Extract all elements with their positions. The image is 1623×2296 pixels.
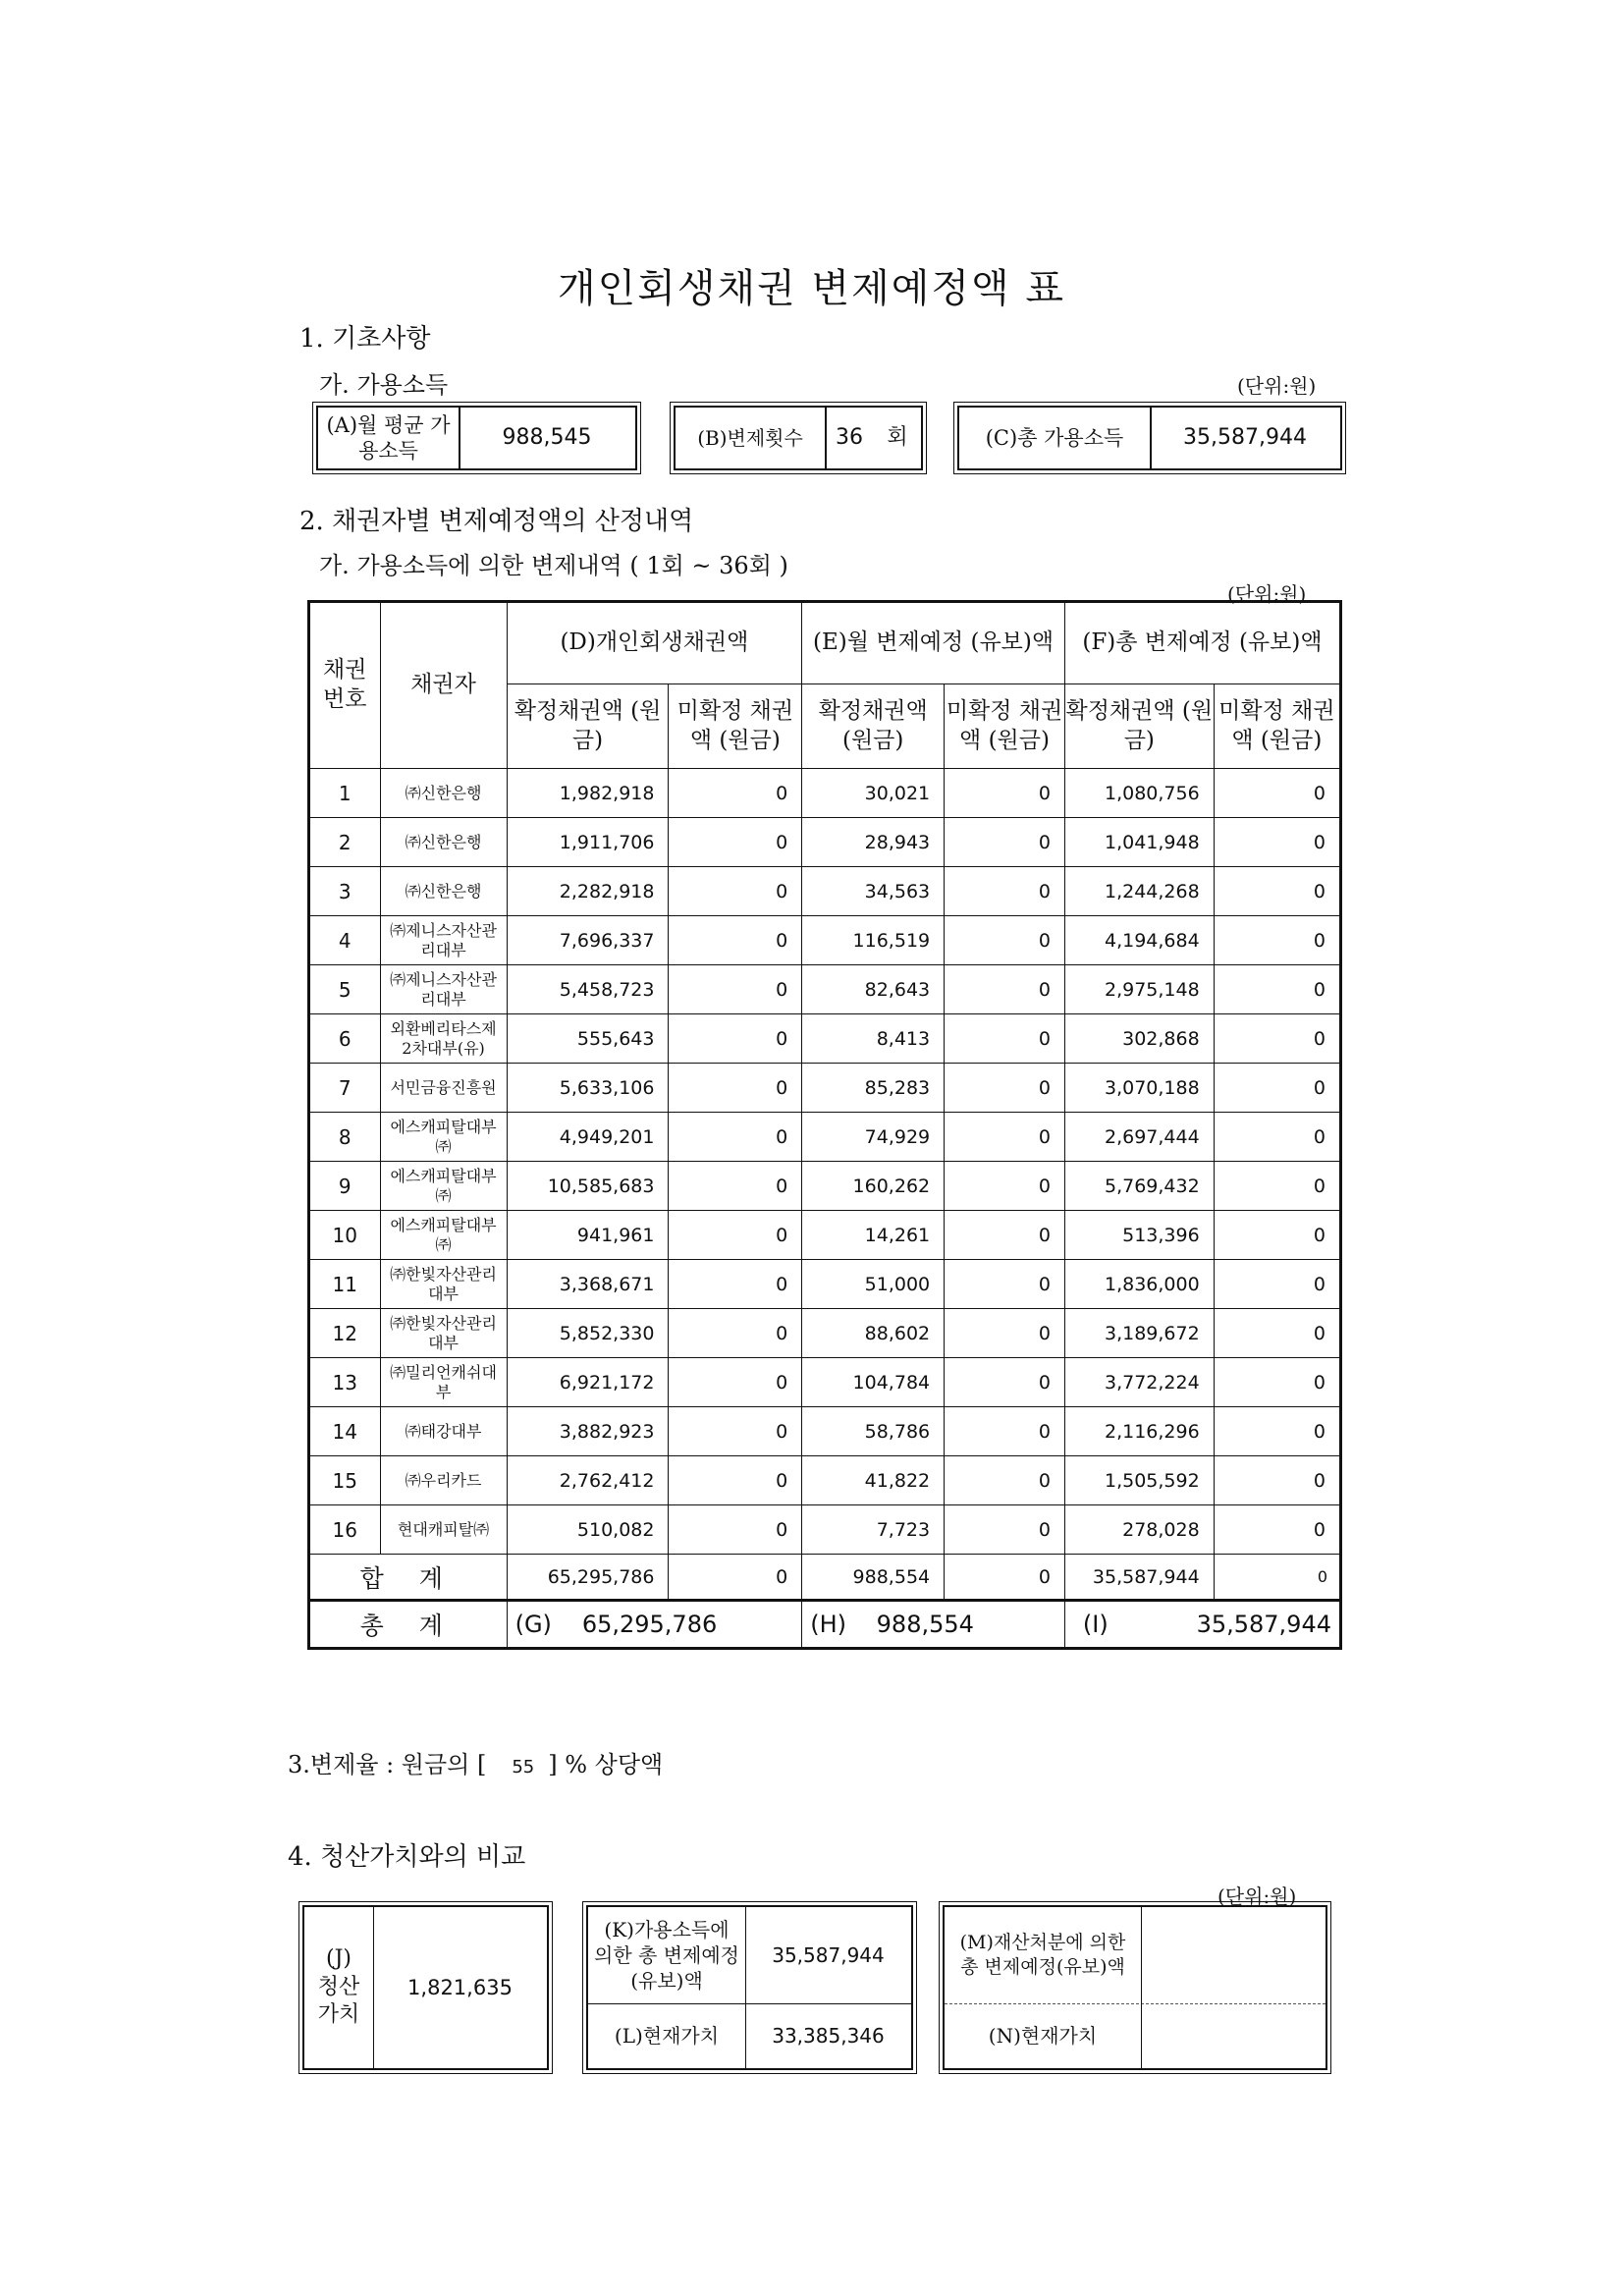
sum-e1: 988,554 (802, 1555, 945, 1601)
box-kl (586, 1905, 913, 2070)
a-label: (A)월 평균 가용소득 (326, 412, 451, 463)
header-d-unconfirmed: 미확정 채권액 (원금) (669, 684, 802, 769)
row-f1: 302,868 (1064, 1014, 1214, 1064)
row-e1: 74,929 (802, 1113, 945, 1162)
row-no: 4 (309, 916, 381, 965)
table-row (309, 965, 1341, 1014)
row-e2: 0 (945, 1162, 1065, 1211)
row-f2: 0 (1214, 1211, 1340, 1260)
header-d: (D)개인회생채권액 (507, 602, 802, 684)
row-d2: 0 (669, 1456, 802, 1505)
header-no: 채권 번호 (309, 602, 381, 769)
table-row (309, 1358, 1341, 1407)
row-f2: 0 (1214, 1162, 1340, 1211)
sum-label: 합 계 (309, 1555, 508, 1601)
row-d1: 5,852,330 (507, 1309, 669, 1358)
row-no: 12 (309, 1309, 381, 1358)
total-h (802, 1601, 1065, 1649)
box-b (674, 406, 923, 470)
row-d2: 0 (669, 769, 802, 818)
row-e1: 51,000 (802, 1260, 945, 1309)
row-f2: 0 (1214, 1064, 1340, 1113)
row-creditor: ㈜우리카드 (380, 1456, 507, 1505)
row-no: 10 (309, 1211, 381, 1260)
section4-unit: (단위:원) (1217, 1885, 1297, 1908)
row-e2: 0 (945, 1505, 1065, 1555)
row-creditor: ㈜신한은행 (380, 818, 507, 867)
k-value: 35,587,944 (772, 1942, 885, 1967)
row-e1: 7,723 (802, 1505, 945, 1555)
row-e2: 0 (945, 1211, 1065, 1260)
table-row (309, 1113, 1341, 1162)
row-no: 9 (309, 1162, 381, 1211)
row-d2: 0 (669, 1260, 802, 1309)
c-label: (C)총 가용소득 (985, 425, 1124, 450)
row-e2: 0 (945, 1358, 1065, 1407)
row-no: 2 (309, 818, 381, 867)
row-no: 5 (309, 965, 381, 1014)
m-label: (M)재산처분에 의한 총 변제예정(유보)액 (959, 1932, 1126, 1978)
row-e1: 58,786 (802, 1407, 945, 1456)
row-f2: 0 (1214, 1014, 1340, 1064)
row-e2: 0 (945, 818, 1065, 867)
header-e-confirmed: 확정채권액 (원금) (802, 684, 945, 769)
section1-heading: 1. 기초사항 (299, 324, 431, 354)
rate-prefix: 3.변제율 : 원금의 [ (288, 1751, 487, 1778)
row-e1: 28,943 (802, 818, 945, 867)
header-creditor: 채권자 (380, 602, 507, 769)
box-mn (943, 1905, 1327, 2070)
row-d1: 6,921,172 (507, 1358, 669, 1407)
row-no: 6 (309, 1014, 381, 1064)
row-d1: 941,961 (507, 1211, 669, 1260)
row-f1: 2,975,148 (1064, 965, 1214, 1014)
row-e2: 0 (945, 1014, 1065, 1064)
row-e1: 160,262 (802, 1162, 945, 1211)
row-e1: 14,261 (802, 1211, 945, 1260)
b-label: (B)변제횟수 (697, 425, 803, 450)
row-d2: 0 (669, 1162, 802, 1211)
row-e2: 0 (945, 965, 1065, 1014)
table-row (309, 1260, 1341, 1309)
row-d2: 0 (669, 1064, 802, 1113)
row-d1: 2,762,412 (507, 1456, 669, 1505)
b-value: 36 (836, 425, 863, 451)
table-row (309, 916, 1341, 965)
header-f-unconfirmed: 미확정 채권액 (원금) (1214, 684, 1340, 769)
row-e2: 0 (945, 1407, 1065, 1456)
sum-f2: 0 (1214, 1555, 1340, 1601)
table-row (309, 1309, 1341, 1358)
row-f1: 1,041,948 (1064, 818, 1214, 867)
row-d2: 0 (669, 1407, 802, 1456)
page-title: 개인회생채권 변제예정액 표 (557, 266, 1066, 311)
total-g (507, 1601, 802, 1649)
row-f2: 0 (1214, 916, 1340, 965)
row-d2: 0 (669, 818, 802, 867)
row-d1: 2,282,918 (507, 867, 669, 916)
row-d1: 1,982,918 (507, 769, 669, 818)
row-e1: 116,519 (802, 916, 945, 965)
table-row (309, 769, 1341, 818)
row-d1: 510,082 (507, 1505, 669, 1555)
row-d1: 4,949,201 (507, 1113, 669, 1162)
h-value: 988,554 (876, 1611, 974, 1638)
row-d1: 3,882,923 (507, 1407, 669, 1456)
j-label: (J) 청산 가치 (317, 1946, 360, 2028)
repayment-rate (288, 1745, 663, 1779)
a-value: 988,545 (502, 425, 592, 451)
g-label: (G) (514, 1611, 552, 1638)
row-d1: 1,911,706 (507, 818, 669, 867)
sum-f1: 35,587,944 (1064, 1555, 1214, 1601)
box-c (957, 406, 1342, 470)
row-f1: 3,189,672 (1064, 1309, 1214, 1358)
row-f1: 4,194,684 (1064, 916, 1214, 965)
row-e2: 0 (945, 1309, 1065, 1358)
g-value: 65,295,786 (581, 1611, 718, 1638)
row-d2: 0 (669, 1014, 802, 1064)
row-no: 11 (309, 1260, 381, 1309)
row-e1: 82,643 (802, 965, 945, 1014)
row-creditor: ㈜태강대부 (380, 1407, 507, 1456)
row-f2: 0 (1214, 1505, 1340, 1555)
table-row (309, 867, 1341, 916)
j-value: 1,821,635 (407, 1975, 513, 1999)
row-no: 15 (309, 1456, 381, 1505)
row-f2: 0 (1214, 1456, 1340, 1505)
row-f2: 0 (1214, 818, 1340, 867)
row-creditor: ㈜제니스자산관리대부 (380, 965, 507, 1014)
row-d2: 0 (669, 916, 802, 965)
row-e1: 34,563 (802, 867, 945, 916)
box-j (302, 1905, 549, 2070)
row-d2: 0 (669, 1309, 802, 1358)
row-e2: 0 (945, 1260, 1065, 1309)
row-f1: 2,116,296 (1064, 1407, 1214, 1456)
table-row (309, 818, 1341, 867)
section2-sub: 가. 가용소득에 의한 변제내역 ( 1회 ~ 36회 ) (319, 552, 788, 579)
row-e2: 0 (945, 769, 1065, 818)
total-label: 총 계 (309, 1601, 508, 1649)
row-no: 16 (309, 1505, 381, 1555)
c-value: 35,587,944 (1183, 425, 1307, 451)
row-d2: 0 (669, 1358, 802, 1407)
row-e2: 0 (945, 1064, 1065, 1113)
row-f1: 278,028 (1064, 1505, 1214, 1555)
total-i (1064, 1601, 1340, 1649)
section1-sub: 가. 가용소득 (319, 371, 449, 399)
row-e1: 88,602 (802, 1309, 945, 1358)
row-e1: 41,822 (802, 1456, 945, 1505)
row-d1: 3,368,671 (507, 1260, 669, 1309)
row-creditor: 외환베리타스제2차대부(유) (380, 1014, 507, 1064)
row-d2: 0 (669, 1505, 802, 1555)
row-d2: 0 (669, 965, 802, 1014)
row-creditor: ㈜신한은행 (380, 867, 507, 916)
section2-heading: 2. 채권자별 변제예정액의 산정내역 (299, 507, 694, 536)
table-row (309, 1505, 1341, 1555)
header-f: (F)총 변제예정 (유보)액 (1064, 602, 1340, 684)
row-creditor: ㈜한빛자산관리대부 (380, 1309, 507, 1358)
l-label: (L)현재가치 (614, 2024, 720, 2048)
row-e1: 104,784 (802, 1358, 945, 1407)
table-row (309, 1162, 1341, 1211)
row-f1: 1,244,268 (1064, 867, 1214, 916)
row-d1: 10,585,683 (507, 1162, 669, 1211)
row-creditor: 에스캐피탈대부㈜ (380, 1162, 507, 1211)
header-d-confirmed: 확정채권액 (원금) (507, 684, 669, 769)
row-f2: 0 (1214, 1358, 1340, 1407)
h-label: (H) (810, 1611, 847, 1638)
n-label: (N)현재가치 (988, 2024, 1098, 2048)
row-creditor: ㈜신한은행 (380, 769, 507, 818)
row-f2: 0 (1214, 1113, 1340, 1162)
row-d2: 0 (669, 1113, 802, 1162)
row-d2: 0 (669, 1211, 802, 1260)
l-value: 33,385,346 (772, 2023, 885, 2048)
row-creditor: ㈜한빛자산관리대부 (380, 1260, 507, 1309)
section1-unit: (단위:원) (1237, 374, 1317, 398)
row-e2: 0 (945, 1456, 1065, 1505)
section4-heading: 4. 청산가치와의 비교 (288, 1842, 526, 1872)
header-e: (E)월 변제예정 (유보)액 (802, 602, 1065, 684)
row-f1: 5,769,432 (1064, 1162, 1214, 1211)
table-row (309, 1456, 1341, 1505)
section2-unit: (단위:원) (1227, 582, 1307, 606)
row-e1: 85,283 (802, 1064, 945, 1113)
row-e2: 0 (945, 1113, 1065, 1162)
row-f2: 0 (1214, 1407, 1340, 1456)
row-no: 7 (309, 1064, 381, 1113)
table-row (309, 1407, 1341, 1456)
header-e-unconfirmed: 미확정 채권액 (원금) (945, 684, 1065, 769)
row-no: 14 (309, 1407, 381, 1456)
row-f2: 0 (1214, 867, 1340, 916)
row-f2: 0 (1214, 1309, 1340, 1358)
table-row (309, 1211, 1341, 1260)
row-no: 3 (309, 867, 381, 916)
box-a (316, 406, 637, 470)
k-label: (K)가용소득에 의한 총 변제예정(유보)액 (594, 1918, 739, 1993)
row-e2: 0 (945, 916, 1065, 965)
i-value: 35,587,944 (1196, 1611, 1331, 1638)
repayment-table (307, 600, 1342, 1650)
row-f1: 1,505,592 (1064, 1456, 1214, 1505)
table-row (309, 1064, 1341, 1113)
row-creditor: 에스캐피탈대부㈜ (380, 1211, 507, 1260)
row-e1: 30,021 (802, 769, 945, 818)
header-f-confirmed: 확정채권액 (원금) (1064, 684, 1214, 769)
row-no: 1 (309, 769, 381, 818)
row-f1: 1,836,000 (1064, 1260, 1214, 1309)
row-d1: 7,696,337 (507, 916, 669, 965)
row-f1: 1,080,756 (1064, 769, 1214, 818)
row-f2: 0 (1214, 769, 1340, 818)
rate-value: 55 (512, 1757, 535, 1777)
row-no: 8 (309, 1113, 381, 1162)
row-d1: 5,458,723 (507, 965, 669, 1014)
row-d1: 5,633,106 (507, 1064, 669, 1113)
row-creditor: 현대캐피탈㈜ (380, 1505, 507, 1555)
i-label: (I) (1082, 1611, 1109, 1638)
row-f1: 2,697,444 (1064, 1113, 1214, 1162)
row-e2: 0 (945, 867, 1065, 916)
row-f1: 3,772,224 (1064, 1358, 1214, 1407)
row-f2: 0 (1214, 1260, 1340, 1309)
row-creditor: 에스캐피탈대부㈜ (380, 1113, 507, 1162)
row-creditor: ㈜밀리언캐쉬대부 (380, 1358, 507, 1407)
row-creditor: 서민금융진흥원 (380, 1064, 507, 1113)
row-f1: 513,396 (1064, 1211, 1214, 1260)
sum-d2: 0 (669, 1555, 802, 1601)
row-creditor: ㈜제니스자산관리대부 (380, 916, 507, 965)
rate-suffix: ] % 상당액 (548, 1751, 664, 1778)
row-no: 13 (309, 1358, 381, 1407)
row-d1: 555,643 (507, 1014, 669, 1064)
sum-e2: 0 (945, 1555, 1065, 1601)
row-f2: 0 (1214, 965, 1340, 1014)
row-e1: 8,413 (802, 1014, 945, 1064)
b-suffix: 회 (887, 425, 908, 451)
table-row (309, 1014, 1341, 1064)
row-f1: 3,070,188 (1064, 1064, 1214, 1113)
row-d2: 0 (669, 867, 802, 916)
sum-d1: 65,295,786 (507, 1555, 669, 1601)
